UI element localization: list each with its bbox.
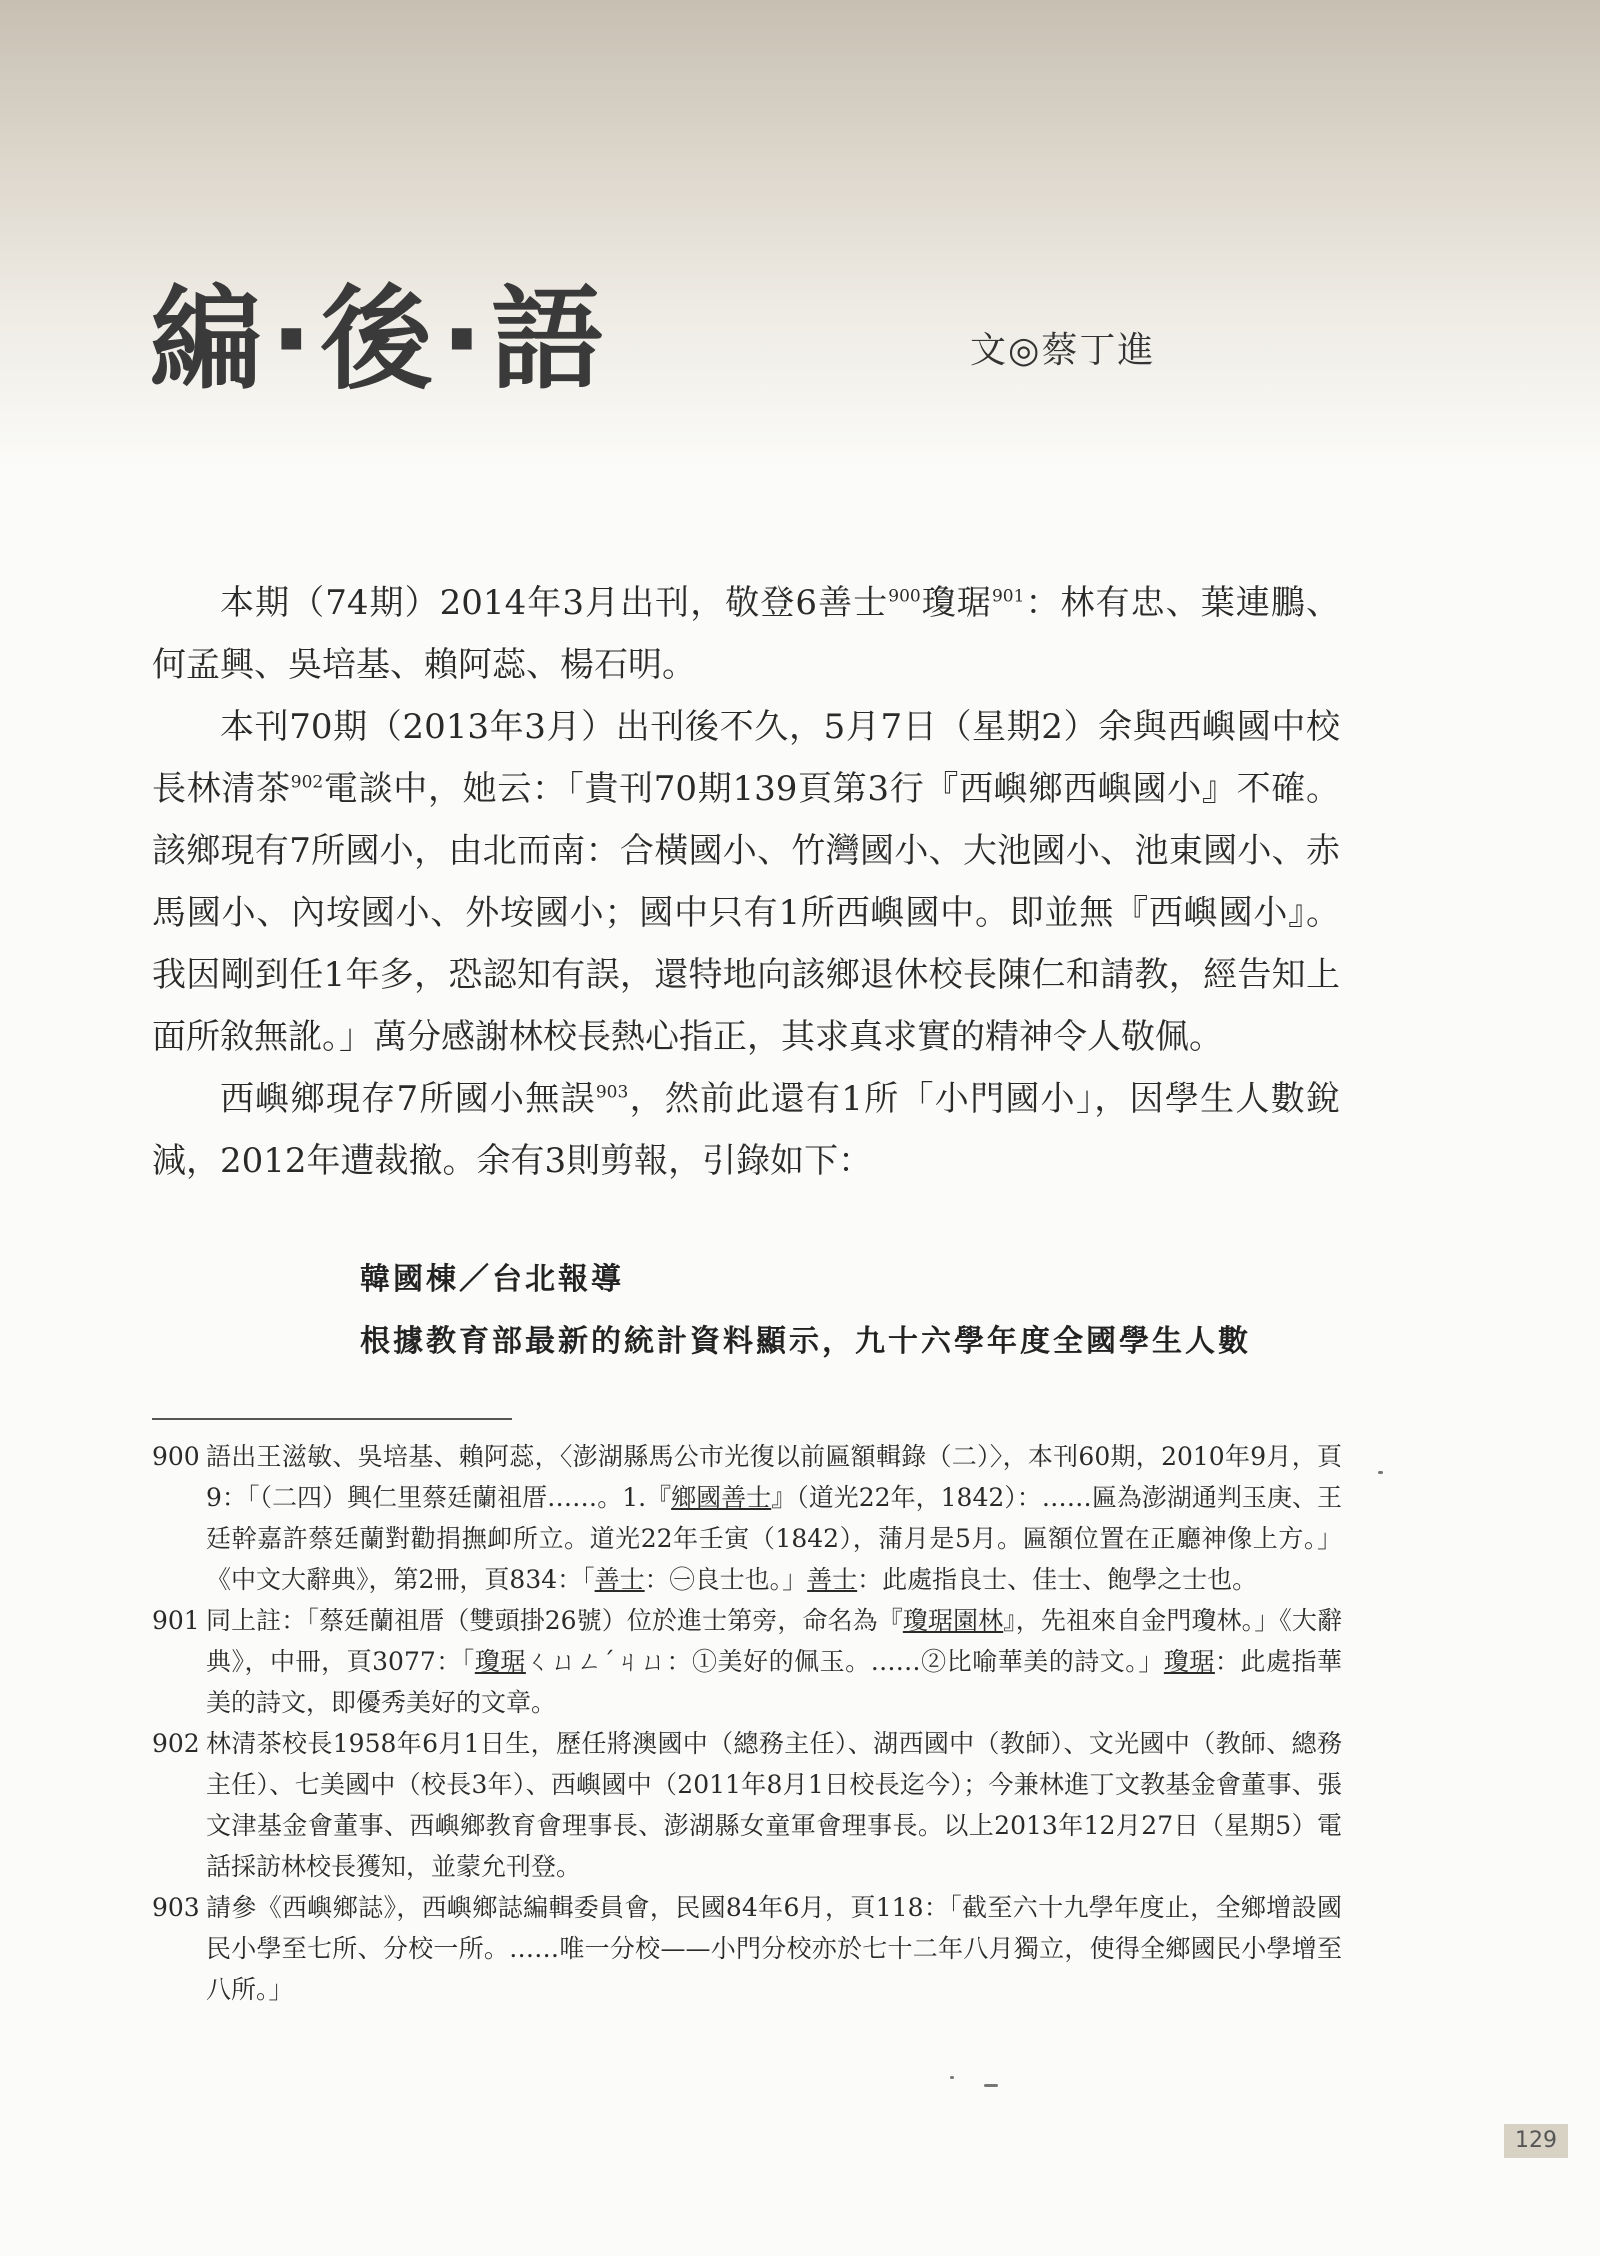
paragraph-1: [152, 572, 1340, 696]
footnote-text: 請參《西嶼鄉誌》，西嶼鄉誌編輯委員會，民國84年6月，頁118：「截至六十九學年度止，全鄉增設國民小學至七所、分校一所。……唯一分校——小門分校亦於七十二年八月獨立，使得全鄉國民小學增至八所。」: [206, 1893, 1342, 2004]
scan-speck: [984, 2084, 998, 2087]
scan-speck: [950, 2076, 954, 2079]
text-span: 語出王滋敏、吳培基、賴阿蕊，〈澎湖縣馬公市光復以前匾額輯錄（二）〉，本刊60期，2010年9月，頁9：「（二四）興仁里蔡廷蘭祖厝……。1.『: [206, 1442, 1342, 1512]
text-span: 電談中，她云：「貴刊70期139頁第3行『西嶼鄉西嶼國小』不確。該鄉現有7所國小，由北而南：合橫國小、竹灣國小、大池國小、池東國小、赤馬國小、內垵國小、外垵國小；國中只有1所西嶼國中。即並無『西嶼國小』。我因剛到任1年多，恐認知有誤，還特地向該鄉退休校長陳仁和請教，經告知上面所敘無訛。」萬分感謝林校長熱心指正，其求真求實的精神令人敬佩。: [152, 769, 1341, 1057]
text-span: ：林有忠、葉連鵬、何孟興、吳培基、賴阿蕊、楊石明。: [152, 583, 1340, 685]
text-span: 西嶼鄉現存7所國小無誤: [220, 1079, 596, 1119]
footnote-901: [152, 1600, 1342, 1723]
footnotes: [152, 1436, 1342, 2010]
paragraph-2: [152, 696, 1340, 1068]
text-span: ，然前此還有1所「小門國小」，因學生人數銳減，2012年遭裁撤。余有3則剪報，引錄如下：: [152, 1079, 1340, 1181]
footnote-divider: [152, 1418, 512, 1420]
underlined-term: 鄉國善士: [671, 1483, 772, 1512]
footnote-ref-900[interactable]: 900: [888, 586, 921, 607]
underlined-term: 善士: [594, 1565, 645, 1594]
page-number: 129: [1504, 2124, 1568, 2158]
footnote-number: 903: [152, 1893, 200, 1922]
footnote-900: [152, 1436, 1342, 1600]
text-span: 』（道光22年，1842）：……匾為澎湖通判玉庚、王廷幹嘉許蔡廷蘭對勸捐撫卹所立。道光22年壬寅（1842），蒲月是5月。匾額位置在正廳神像上方。」《中文大辭典》，第2冊，頁834：「: [206, 1483, 1342, 1594]
page-title: 編·後·語: [150, 275, 612, 405]
footnote-902: [152, 1723, 1342, 1887]
text-span: ㄑㄩㄥˊㄐㄩ：①美好的佩玉。……②比喻華美的詩文。」: [525, 1647, 1164, 1676]
text-span: ：此處指良士、佳士、飽學之士也。: [857, 1565, 1258, 1594]
text-span: ：㊀良士也。」: [644, 1565, 808, 1594]
footnote-903: [152, 1887, 1342, 2010]
text-span: 同上註：「蔡廷蘭祖厝（雙頭掛26號）位於進士第旁，命名為『: [206, 1606, 903, 1635]
text-span: 瓊琚: [920, 583, 992, 623]
paragraph-3: [152, 1068, 1340, 1192]
footnote-text: [206, 1436, 1342, 1600]
footnote-text: [206, 1600, 1342, 1723]
clipping-byline: 韓國棟／台北報導: [360, 1262, 624, 1297]
text-span: 』，先祖來自金門瓊林。」《大辭典》，中冊，頁3077：「: [206, 1606, 1342, 1676]
scan-speck: [1378, 1471, 1383, 1474]
footnote-ref-903[interactable]: 903: [595, 1082, 629, 1103]
footnote-number: 901: [152, 1606, 200, 1635]
text-span: 本期（74期）2014年3月出刊，敬登6善士: [220, 583, 889, 623]
underlined-term: 瓊琚: [474, 1647, 526, 1676]
footnote-ref-901[interactable]: 901: [991, 586, 1025, 607]
underlined-term: 瓊琚園林: [902, 1606, 1004, 1635]
text-span: ：此處指華美的詩文，即優秀美好的文章。: [206, 1647, 1342, 1717]
text-span: 本刊70期（2013年3月）出刊後不久，5月7日（星期2）余與西嶼國中校長林清茶: [152, 707, 1340, 809]
body-text: [152, 572, 1340, 1192]
clipping-lead: 根據教育部最新的統計資料顯示，九十六學年度全國學生人數: [360, 1324, 1251, 1359]
underlined-term: 善士: [807, 1565, 858, 1594]
footnote-text: 林清茶校長1958年6月1日生，歷任將澳國中（總務主任）、湖西國中（教師）、文光國中（教師、總務主任）、七美國中（校長3年）、西嶼國中（2011年8月1日校長迄今）；今兼林進丁文教基金會董事、張文津基金會董事、西嶼鄉教育會理事長、澎湖縣女童軍會理事長。以上2013年12月27日（星期5）電話採訪林校長獲知，並蒙允刊登。: [206, 1729, 1342, 1881]
footnote-number: 900: [152, 1442, 200, 1471]
underlined-term: 瓊琚: [1163, 1647, 1215, 1676]
footnote-ref-902[interactable]: 902: [290, 772, 324, 793]
footnote-number: 902: [152, 1729, 200, 1758]
author-line: 文◎蔡丁進: [970, 330, 1156, 371]
